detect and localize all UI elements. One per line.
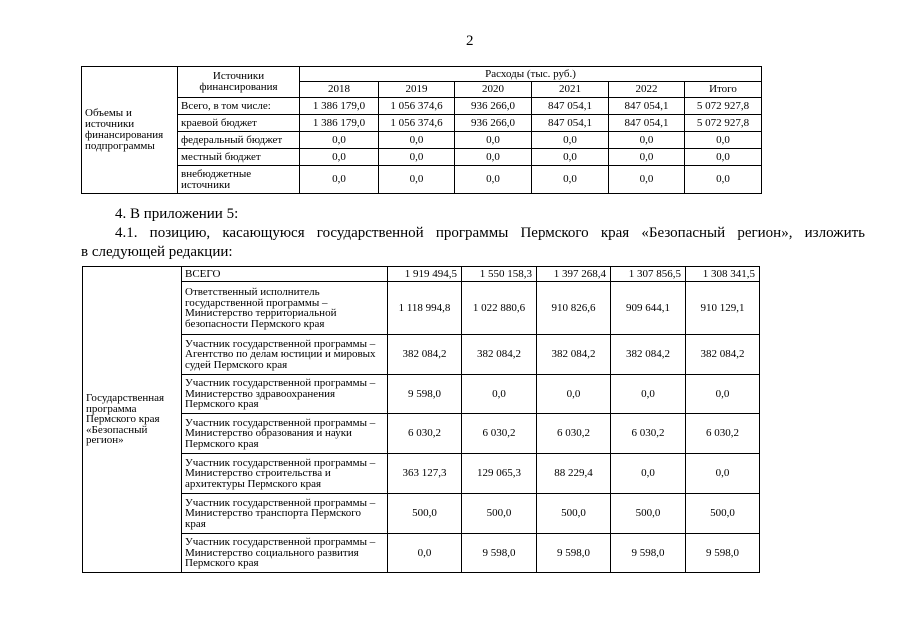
value-cell: 500,0 — [686, 494, 760, 534]
value-cell: 0,0 — [388, 534, 462, 573]
paragraph-line: 4.1. позицию, касающуюся государственной программы Пермского края «Безопасный регион», изложить — [115, 225, 865, 241]
financing-sources-table — [81, 66, 762, 194]
value-cell: 6 030,2 — [388, 414, 462, 454]
table2-left-label: Государственная программа Пермского края «Безопасный регион» — [83, 267, 182, 573]
source-cell: федеральный бюджет — [178, 132, 300, 149]
value-cell: 0,0 — [532, 132, 609, 149]
row-name: Участник государственной программы – Министерство здравоохранения Пермского края — [182, 375, 388, 414]
value-cell: 1 022 880,6 — [462, 282, 537, 335]
value-cell: 936 266,0 — [455, 98, 532, 115]
value-cell: 0,0 — [685, 166, 762, 194]
value-cell: 6 030,2 — [686, 414, 760, 454]
row-name: Участник государственной программы – Министерство строительства и архитектуры Пермского края — [182, 454, 388, 494]
year-header: 2020 — [455, 82, 532, 98]
value-cell: 0,0 — [532, 166, 609, 194]
value-cell: 500,0 — [537, 494, 611, 534]
total-header: Итого — [685, 82, 762, 98]
value-cell: 1 919 494,5 — [388, 267, 462, 282]
value-cell: 0,0 — [611, 375, 686, 414]
table-row — [82, 115, 762, 132]
value-cell: 1 550 158,3 — [462, 267, 537, 282]
value-cell: 9 598,0 — [686, 534, 760, 573]
value-cell: 0,0 — [300, 166, 379, 194]
value-cell: 0,0 — [300, 132, 379, 149]
value-cell: 910 129,1 — [686, 282, 760, 335]
row-name: Участник государственной программы – Министерство образования и науки Пермского края — [182, 414, 388, 454]
value-cell: 0,0 — [300, 149, 379, 166]
value-cell: 129 065,3 — [462, 454, 537, 494]
value-cell: 6 030,2 — [462, 414, 537, 454]
program-financing-table — [82, 266, 760, 573]
source-cell: внебюджетные источники — [178, 166, 300, 194]
table-row — [83, 494, 760, 534]
page-number: 2 — [466, 33, 474, 49]
expenses-header: Расходы (тыс. руб.) — [300, 67, 762, 82]
value-cell: 1 386 179,0 — [300, 115, 379, 132]
value-cell: 382 084,2 — [686, 335, 760, 375]
table-row — [83, 282, 760, 335]
value-cell: 500,0 — [611, 494, 686, 534]
source-cell: Всего, в том числе: — [178, 98, 300, 115]
value-cell: 1 397 268,4 — [537, 267, 611, 282]
table1-left-label: Объемы и источники финансирования подпрограммы — [82, 67, 178, 194]
year-header: 2018 — [300, 82, 379, 98]
year-header: 2021 — [532, 82, 609, 98]
table-row — [83, 267, 760, 282]
value-cell: 0,0 — [685, 149, 762, 166]
value-cell: 0,0 — [537, 375, 611, 414]
source-cell: краевой бюджет — [178, 115, 300, 132]
source-cell: местный бюджет — [178, 149, 300, 166]
table-row — [83, 414, 760, 454]
paragraph-line: в следующей редакции: — [81, 244, 233, 260]
value-cell: 500,0 — [388, 494, 462, 534]
value-cell: 910 826,6 — [537, 282, 611, 335]
source-header: Источники финансирования — [178, 67, 300, 98]
value-cell: 363 127,3 — [388, 454, 462, 494]
value-cell: 1 386 179,0 — [300, 98, 379, 115]
value-cell: 1 118 994,8 — [388, 282, 462, 335]
year-header: 2022 — [609, 82, 685, 98]
value-cell: 0,0 — [609, 132, 685, 149]
value-cell: 9 598,0 — [462, 534, 537, 573]
row-name: Участник государственной программы – Министерство транспорта Пермского края — [182, 494, 388, 534]
value-cell: 382 084,2 — [611, 335, 686, 375]
value-cell: 9 598,0 — [388, 375, 462, 414]
value-cell: 0,0 — [379, 132, 455, 149]
row-name: ВСЕГО — [182, 267, 388, 282]
value-cell: 9 598,0 — [537, 534, 611, 573]
value-cell: 5 072 927,8 — [685, 98, 762, 115]
table-row — [83, 534, 760, 573]
value-cell: 0,0 — [455, 166, 532, 194]
value-cell: 0,0 — [686, 375, 760, 414]
value-cell: 1 056 374,6 — [379, 98, 455, 115]
value-cell: 1 056 374,6 — [379, 115, 455, 132]
row-name: Участник государственной программы – Агентство по делам юстиции и мировых судей Пермского края — [182, 335, 388, 375]
value-cell: 9 598,0 — [611, 534, 686, 573]
table-row — [82, 132, 762, 149]
value-cell: 0,0 — [462, 375, 537, 414]
value-cell: 382 084,2 — [388, 335, 462, 375]
value-cell: 1 307 856,5 — [611, 267, 686, 282]
row-name: Участник государственной программы – Министерство социального развития Пермского края — [182, 534, 388, 573]
value-cell: 6 030,2 — [537, 414, 611, 454]
value-cell: 936 266,0 — [455, 115, 532, 132]
value-cell: 0,0 — [532, 149, 609, 166]
value-cell: 6 030,2 — [611, 414, 686, 454]
section-heading: 4. В приложении 5: — [115, 206, 239, 222]
value-cell: 382 084,2 — [537, 335, 611, 375]
table-row — [83, 454, 760, 494]
table-row — [82, 149, 762, 166]
value-cell: 0,0 — [455, 149, 532, 166]
value-cell: 847 054,1 — [532, 115, 609, 132]
table-row — [83, 335, 760, 375]
value-cell: 847 054,1 — [609, 115, 685, 132]
value-cell: 500,0 — [462, 494, 537, 534]
value-cell: 5 072 927,8 — [685, 115, 762, 132]
value-cell: 0,0 — [685, 132, 762, 149]
value-cell: 382 084,2 — [462, 335, 537, 375]
value-cell: 88 229,4 — [537, 454, 611, 494]
value-cell: 0,0 — [379, 166, 455, 194]
year-header: 2019 — [379, 82, 455, 98]
table-row — [82, 166, 762, 194]
value-cell: 847 054,1 — [609, 98, 685, 115]
table-row — [82, 98, 762, 115]
value-cell: 0,0 — [455, 132, 532, 149]
value-cell: 0,0 — [379, 149, 455, 166]
value-cell: 1 308 341,5 — [686, 267, 760, 282]
value-cell: 909 644,1 — [611, 282, 686, 335]
value-cell: 0,0 — [609, 166, 685, 194]
value-cell: 847 054,1 — [532, 98, 609, 115]
table-row — [83, 375, 760, 414]
value-cell: 0,0 — [611, 454, 686, 494]
row-name: Ответственный исполнитель государственной программы – Министерство территориальной безопасности Пермского края — [182, 282, 388, 335]
value-cell: 0,0 — [686, 454, 760, 494]
value-cell: 0,0 — [609, 149, 685, 166]
